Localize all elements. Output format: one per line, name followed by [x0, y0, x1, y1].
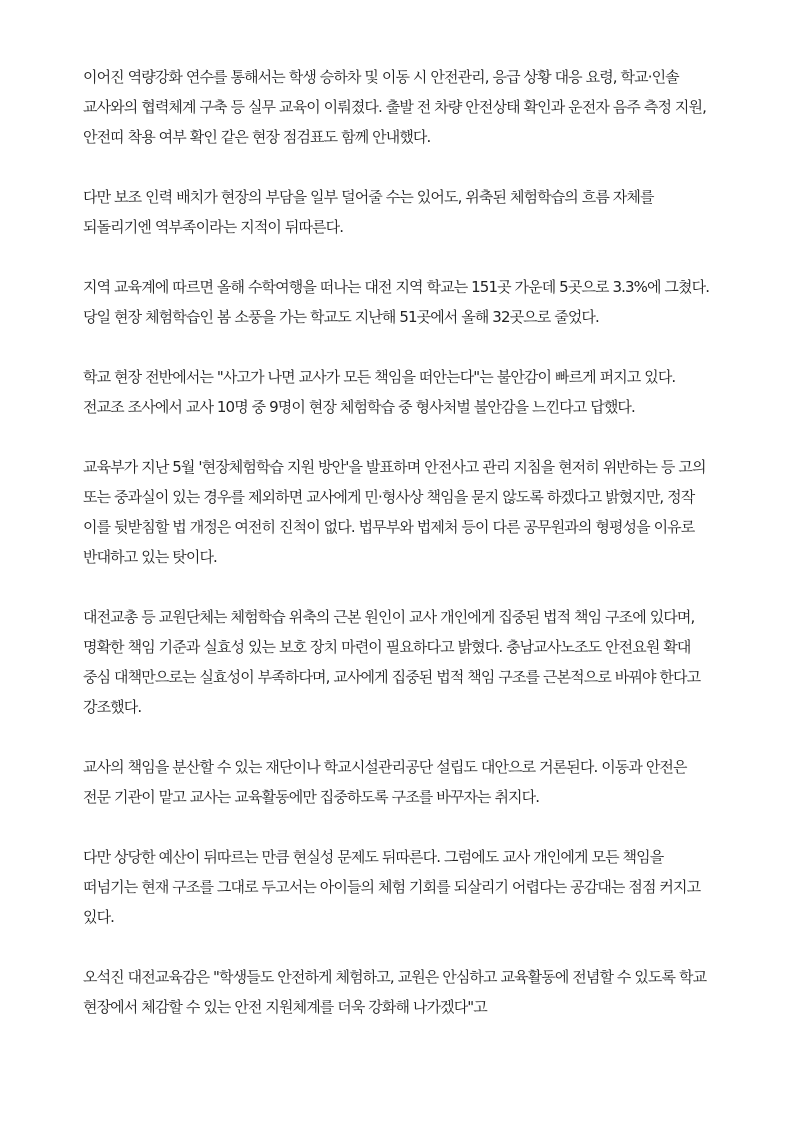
paragraph-statistics: 지역 교육계에 따르면 올해 수학여행을 떠나는 대전 지역 학교는 151곳 가운데 5곳으로 3.3%에 그쳤다. 당일 현장 체험학습인 봄 소풍을 가는 학교도 지난해 51곳에서 올해 32곳으로 줄었다. — [83, 278, 710, 326]
paragraph-teacher-anxiety: 학교 현장 전반에서는 "사고가 나면 교사가 모든 책임을 떠안는다"는 불안감이 빠르게 퍼지고 있다. 전교조 조사에서 교사 10명 중 9명이 현장 체험학습 중 형사처벌 불안감을 느낀다고 답했다. — [83, 368, 676, 416]
article-body — [83, 62, 715, 1052]
paragraph-ministry-plan: 교육부가 지난 5월 '현장체험학습 지원 방안'을 발표하며 안전사고 관리 지침을 현저히 위반하는 등 고의 또는 중과실이 있는 경우를 제외하면 교사에게 민·형사상 책임을 묻지 않도록 하겠다고 밝혔지만, 정작 이를 뒷받침할 법 개정은 여전히 진척이 없다. 법무부와 법제처 등이 다른 공무원과의 형평성을 이유로 반대하고 있는 탓이다. — [83, 458, 706, 566]
paragraph-criticism: 다만 보조 인력 배치가 현장의 부담을 일부 덜어줄 수는 있어도, 위축된 체험학습의 흐름 자체를 되돌리기엔 역부족이라는 지적이 뒤따른다. — [83, 188, 654, 236]
paragraph-alternatives: 교사의 책임을 분산할 수 있는 재단이나 학교시설관리공단 설립도 대안으로 거론된다. 이동과 안전은 전문 기관이 맡고 교사는 교육활동에만 집중하도록 구조를 바꾸자는 취지다. — [83, 758, 687, 806]
paragraph-teacher-unions: 대전교총 등 교원단체는 체험학습 위축의 근본 원인이 교사 개인에게 집중된 법적 책임 구조에 있다며, 명확한 책임 기준과 실효성 있는 보호 장치 마련이 필요하다고 밝혔다. 충남교사노조도 안전요원 확대 중심 대책만으로는 실효성이 부족하다며, 교사에게 집중된 법적 책임 구조를 근본적으로 바꿔야 한다고 강조했다. — [83, 608, 701, 716]
paragraph-superintendent-quote: 오석진 대전교육감은 "학생들도 안전하게 체험하고, 교원은 안심하고 교육활동에 전념할 수 있도록 학교 현장에서 체감할 수 있는 안전 지원체계를 더욱 강화해 나가겠다"고 — [83, 968, 707, 1016]
paragraph-training: 이어진 역량강화 연수를 통해서는 학생 승하차 및 이동 시 안전관리, 응급 상황 대응 요령, 학교·인솔 교사와의 협력체계 구축 등 실무 교육이 이뤄졌다. 출발 전 차량 안전상태 확인과 운전자 음주 측정 지원, 안전띠 착용 여부 확인 같은 현장 점검표도 함께 안내했다. — [83, 68, 706, 146]
paragraph-budget: 다만 상당한 예산이 뒤따르는 만큼 현실성 문제도 뒤따른다. 그럼에도 교사 개인에게 모든 책임을 떠넘기는 현재 구조를 그대로 두고서는 아이들의 체험 기회를 되살리기 어렵다는 공감대는 점점 커지고 있다. — [83, 848, 701, 926]
